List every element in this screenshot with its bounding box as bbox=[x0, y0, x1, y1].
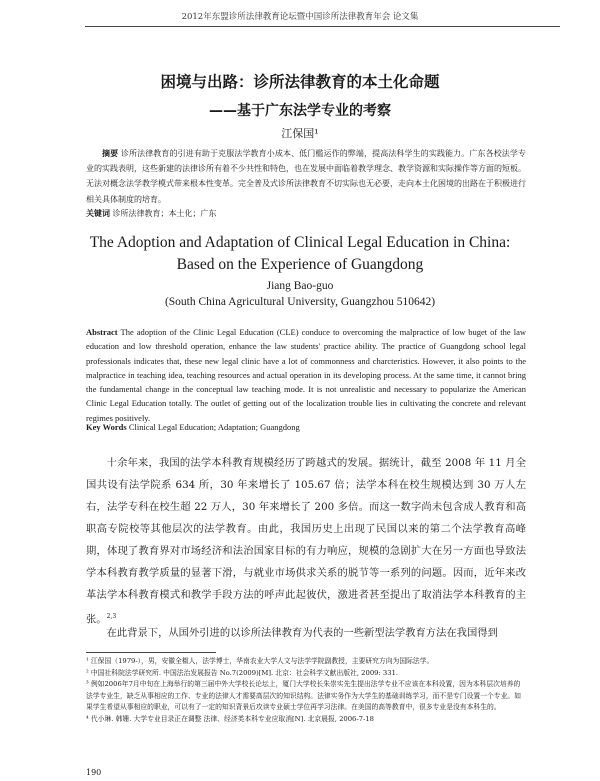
english-affiliation: (South China Agricultural University, Guangzhou 510642) bbox=[164, 296, 436, 308]
english-keywords bbox=[86, 422, 526, 432]
footnote: ³ 例如2006年7月中旬在上海举行的第三届中外大学校长论坛上，厦门大学校长朱崇实先生提出法学专业不应该在本科设置，因为本科层次培养的法学专业生，缺乏从事相应的工作、专业的法律人才需要高层次的知识结构。法律实务作为大学生的基础训练学习，而不是专门设置一个专业。如果学生希望从事相应的职业，可以有了一定的知识背景后攻读专业硕士学位再学习法律。在美国的高等教育中，很多专业是没有本科生的。 bbox=[86, 680, 521, 712]
english-abstract-label: Abstract bbox=[86, 327, 118, 337]
chinese-abstract bbox=[86, 146, 526, 207]
running-header: 2012年东盟诊所法律教育论坛暨中国诊所法律教育年会 论文集 bbox=[181, 12, 419, 22]
chinese-keywords bbox=[86, 208, 526, 219]
footnotes bbox=[86, 656, 526, 726]
footnote: ¹ 江保国（1979-），男，安徽全椒人，法学博士，华南农业大学人文与法学学院副教授，主要研究方向为国际法学。 bbox=[86, 657, 434, 665]
footnote-rule bbox=[86, 652, 216, 653]
chinese-title: 困境与出路：诊所法律教育的本土化命题 bbox=[160, 73, 440, 91]
citation-marker: 2,3 bbox=[106, 613, 117, 620]
chinese-author: 江保国¹ bbox=[281, 127, 319, 140]
footnote: ² 中国社科院法学研究所. 中国法治发展报告 No.7(2009)[M]. 北京：社会科学文献出版社, 2009: 331. bbox=[86, 668, 399, 677]
english-title: The Adoption and Adaptation of Clinical Legal Education in China: Based on the Experience of Guangdong bbox=[89, 234, 511, 273]
english-abstract bbox=[86, 325, 526, 425]
page-number: 190 bbox=[86, 768, 102, 777]
english-author: Jiang Bao-guo bbox=[266, 280, 334, 292]
english-keywords-label: Key Words bbox=[86, 422, 127, 432]
chinese-keywords-label: 关键词 bbox=[86, 208, 110, 218]
english-keywords-text: Clinical Legal Education; Adaptation; Guangdong bbox=[128, 422, 300, 432]
chinese-abstract-text: 诊所法律教育的引进有助于克服法学教育小成本、低门槛运作的弊端，提高法科学生的实践能力。广东各校法学专业的实践表明，这些新建的法律诊所有着不少共性和特色，也在发展中面临着教学理念、教学资源和实际操作等方面的短板。无法对概念法学教学模式带来根本性变革。完全普及式诊所法律教育不切实际也无必要，走向本土化困境的出路在于积极进行相关具体制度的培育。 bbox=[86, 149, 527, 204]
body-paragraph-1 bbox=[86, 452, 526, 630]
chinese-abstract-label: 摘要 bbox=[102, 148, 119, 158]
body-paragraph-1-text: 十余年来，我国的法学本科教育规模经历了跨越式的发展。据统计，截至 2008 年 11 月全国共设有法学院系 634 所，30 年来增长了 105.67 倍；法学本科在校生规模达到 30 万人左右，法学专科在校生超 22 万人，30 年来增长了 200 多倍。而这一数字尚未包含成人教育和高职高专院校等其他层次的法学教育。由此，我国历史上出现了民国以来的第二个法学教育高峰期，体现了教育界对市场经济和法治国家目标的有力响应，规模的急剧扩大在另一方面也导致法学本科教育教学质量的显著下滑，与就业市场供求关系的脱节等一系列的问题。因而，近年来改革法学本科教育模式和教学手段方法的呼声此起彼伏，激进者甚至提出了取消法学本科教育的主张。 bbox=[86, 457, 526, 626]
chinese-subtitle: ——基于广东法学专业的考察 bbox=[209, 103, 391, 119]
chinese-keywords-text: 诊所法律教育；本土化；广东 bbox=[112, 209, 217, 218]
body-paragraph-2: 在此背景下，从国外引进的以诊所法律教育为代表的一些新型法学教育方法在我国得到 bbox=[106, 627, 498, 639]
footnote: ⁴ 代小琳. 韩姗. 大学专业目录正在调整 法律、经济类本科专业应取消[N]. 北京晨报, 2006-7-18 bbox=[86, 714, 374, 723]
header-rule bbox=[85, 26, 560, 27]
english-abstract-text: The adoption of the Clinic Legal Education (CLE) conduce to overcoming the malpractice of low buget of the law education and low threshold operation, enhance the law students' practice ability. The practice of Guangdong school legal professionals indicates that, these new legal clinic have a lot of commonness and charcteristics. However, it also points to the malpractice in teaching idea, teaching resources and actual operation in its developing process. At the same time, it cannot bring the fundamental change in the conceptual law teaching mode. It is not unrealistic and necessary to popularize the American Clinic Legal Education totally. The outlet of getting out of the localization trouble lies in cultivating the concrete and relevant regimes positively. bbox=[86, 327, 526, 423]
